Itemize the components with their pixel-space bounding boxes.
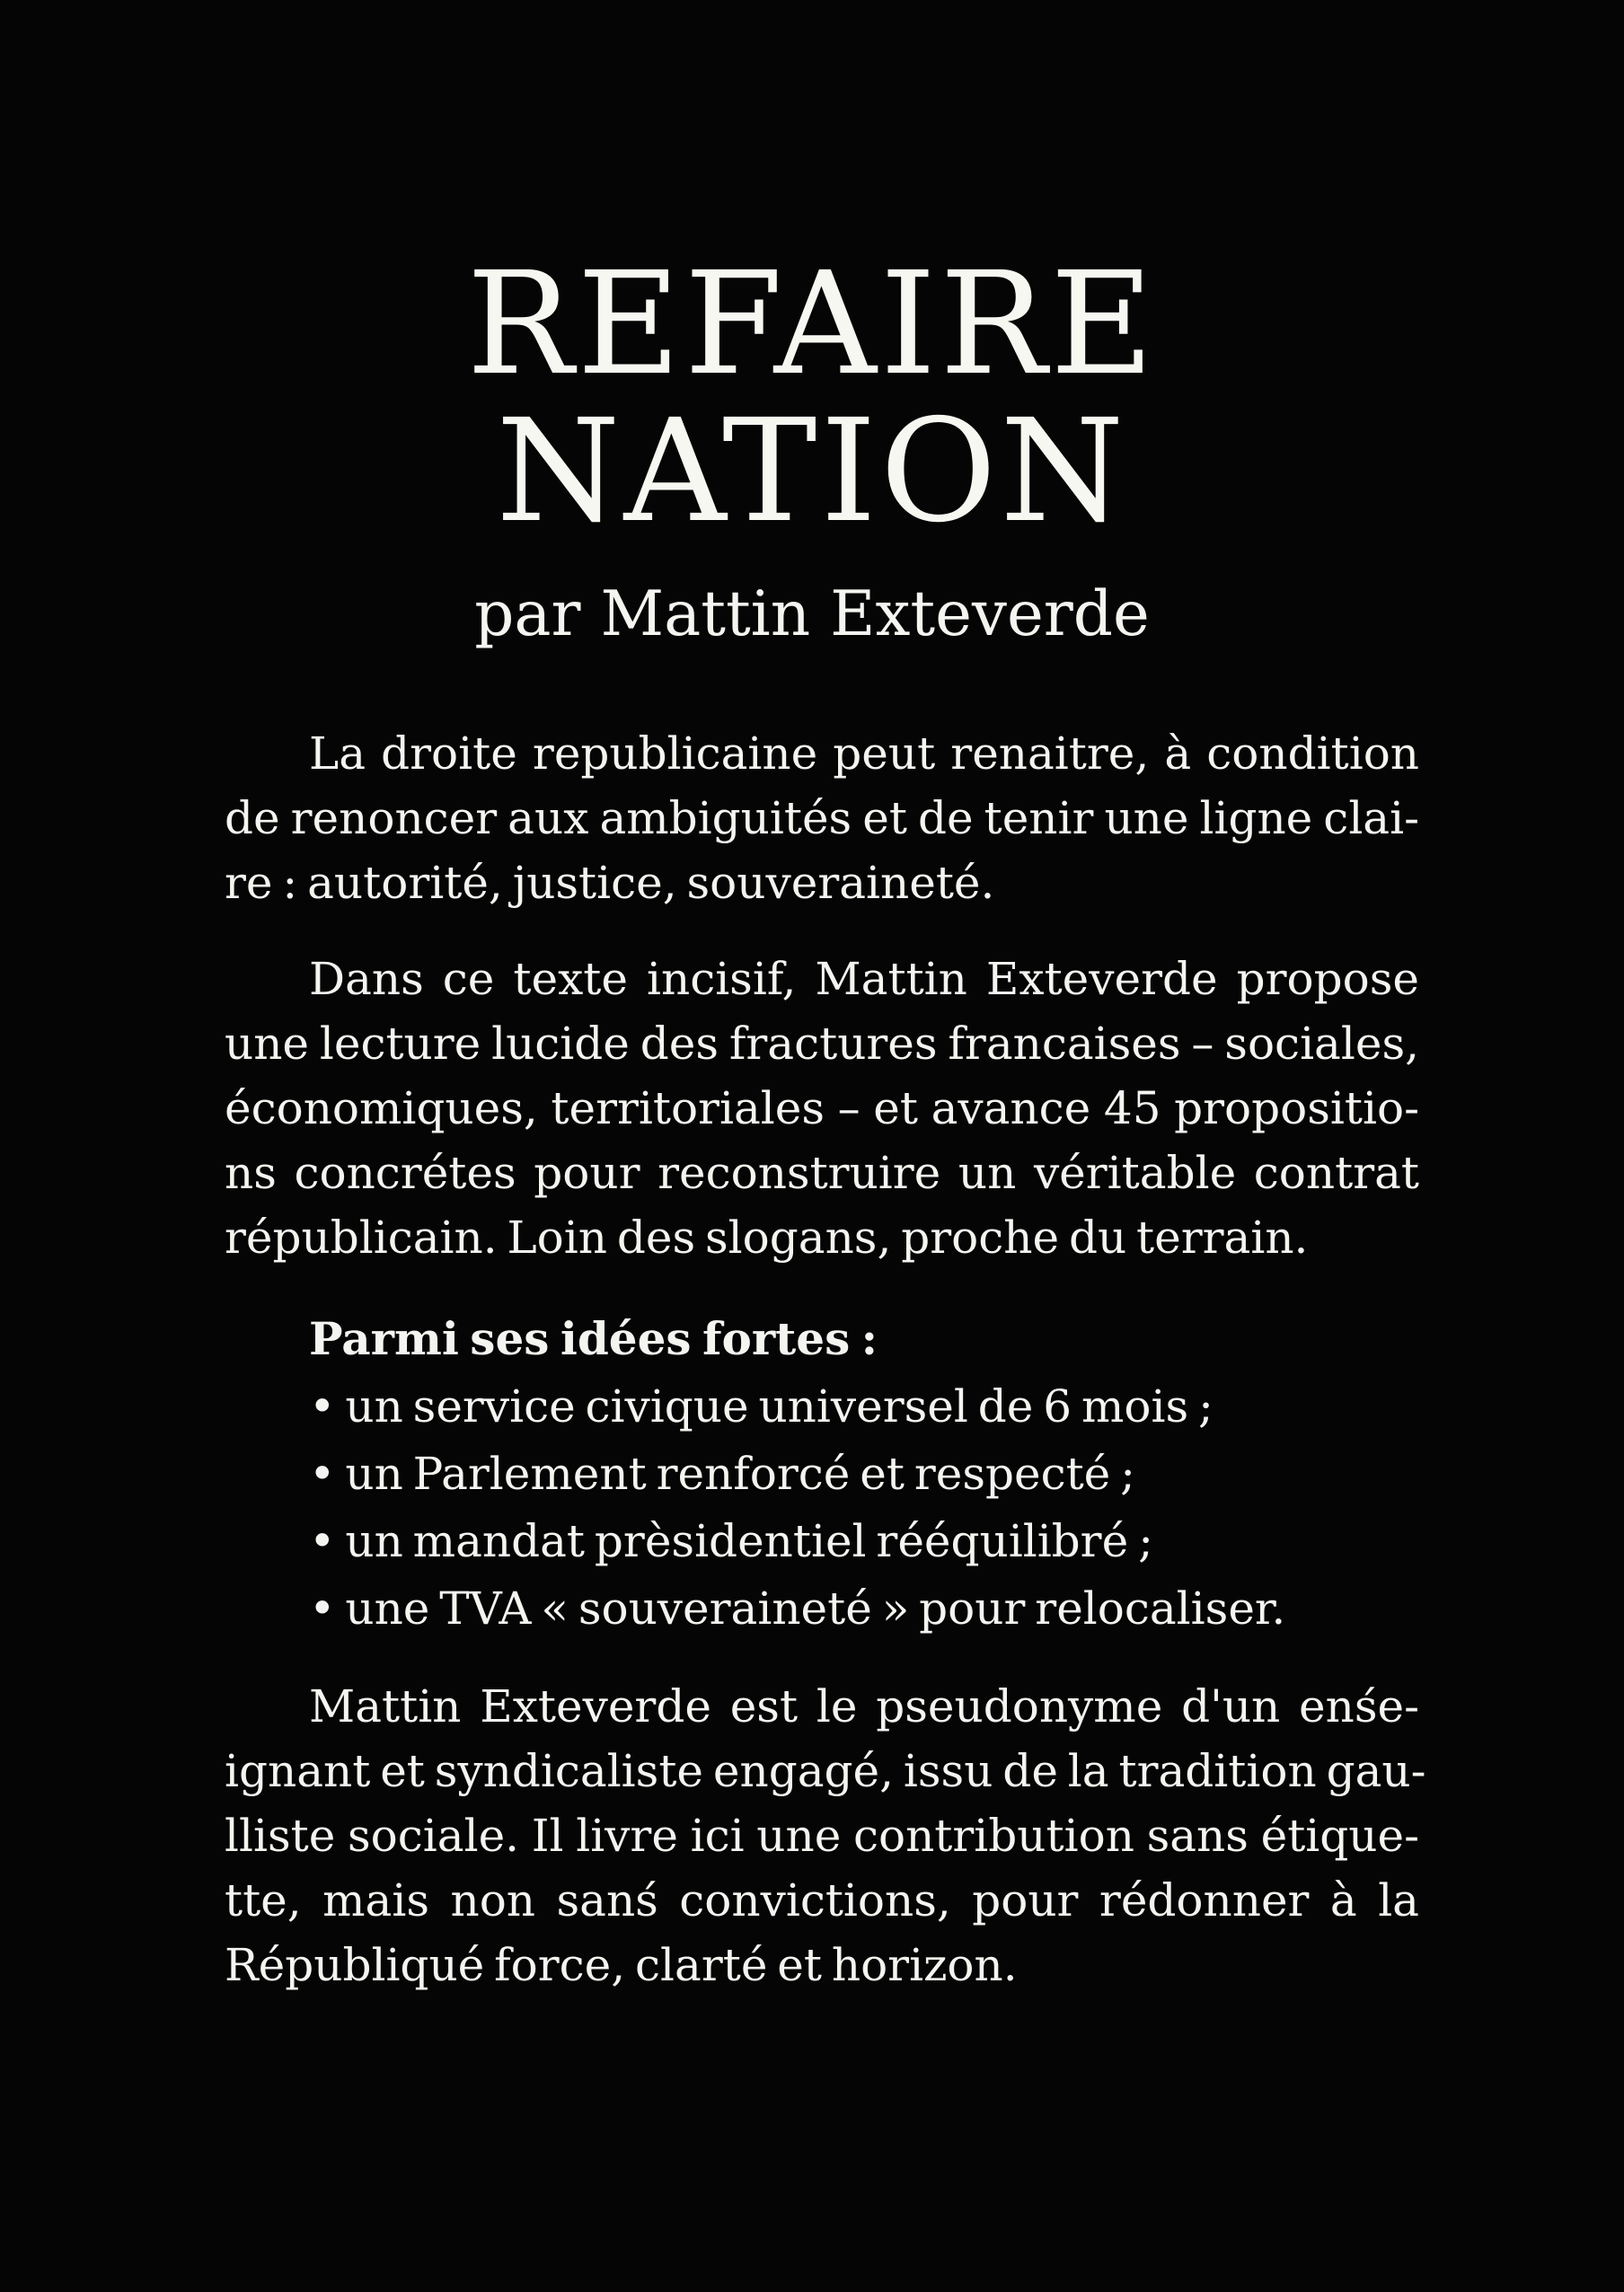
ideas-heading: Parmi ses idées fortes : bbox=[309, 1312, 878, 1365]
blurb-line: de renoncer aux ambiguités et de tenir une ligne clai- bbox=[225, 792, 1419, 844]
blurb-line: Dans ce texte incisif, Mattin Exteverde propose bbox=[309, 953, 1419, 1005]
book-title-line-1: REFAIRE bbox=[466, 242, 1158, 407]
author-byline: par Mattin Exteverde bbox=[474, 578, 1150, 650]
blurb-line: une lecture lucide des fractures francaises – sociales, bbox=[225, 1018, 1419, 1070]
bio-line: ignant et syndicaliste engagé, issu de la tradition gau- bbox=[225, 1745, 1426, 1797]
bio-line: Républiqué force, clarté et horizon. bbox=[225, 1939, 1018, 1991]
blurb-line: ns concrétes pour reconstruire un véritable contrat bbox=[225, 1147, 1419, 1199]
blurb-line: re : autorité, justice, souveraineté. bbox=[225, 857, 995, 909]
bio-line: Mattin Exteverde est le pseudonyme d'un enśe- bbox=[309, 1680, 1419, 1732]
blurb-line: économiques, territoriales – et avance 45 propositio- bbox=[225, 1082, 1419, 1134]
bio-line: lliste sociale. Il livre ici une contribution sans étique- bbox=[225, 1810, 1419, 1862]
blurb-line: La droite republicaine peut renaitre, à condition bbox=[309, 727, 1419, 780]
list-item: • un service civique universel de 6 mois ; bbox=[309, 1380, 1214, 1432]
list-item: • un mandat prèsidentiel rééquilibré ; bbox=[309, 1515, 1153, 1567]
list-item: • un Parlement renforcé et respecté ; bbox=[309, 1448, 1135, 1500]
book-title-line-2: NATION bbox=[496, 389, 1128, 554]
list-item: • une TVA « souveraineté » pour relocaliser. bbox=[309, 1582, 1286, 1635]
blurb-line: républicain. Loin des slogans, proche du terrain. bbox=[225, 1212, 1309, 1264]
bio-line: tte, mais non sanś convictions, pour rédonner à la bbox=[225, 1874, 1419, 1926]
